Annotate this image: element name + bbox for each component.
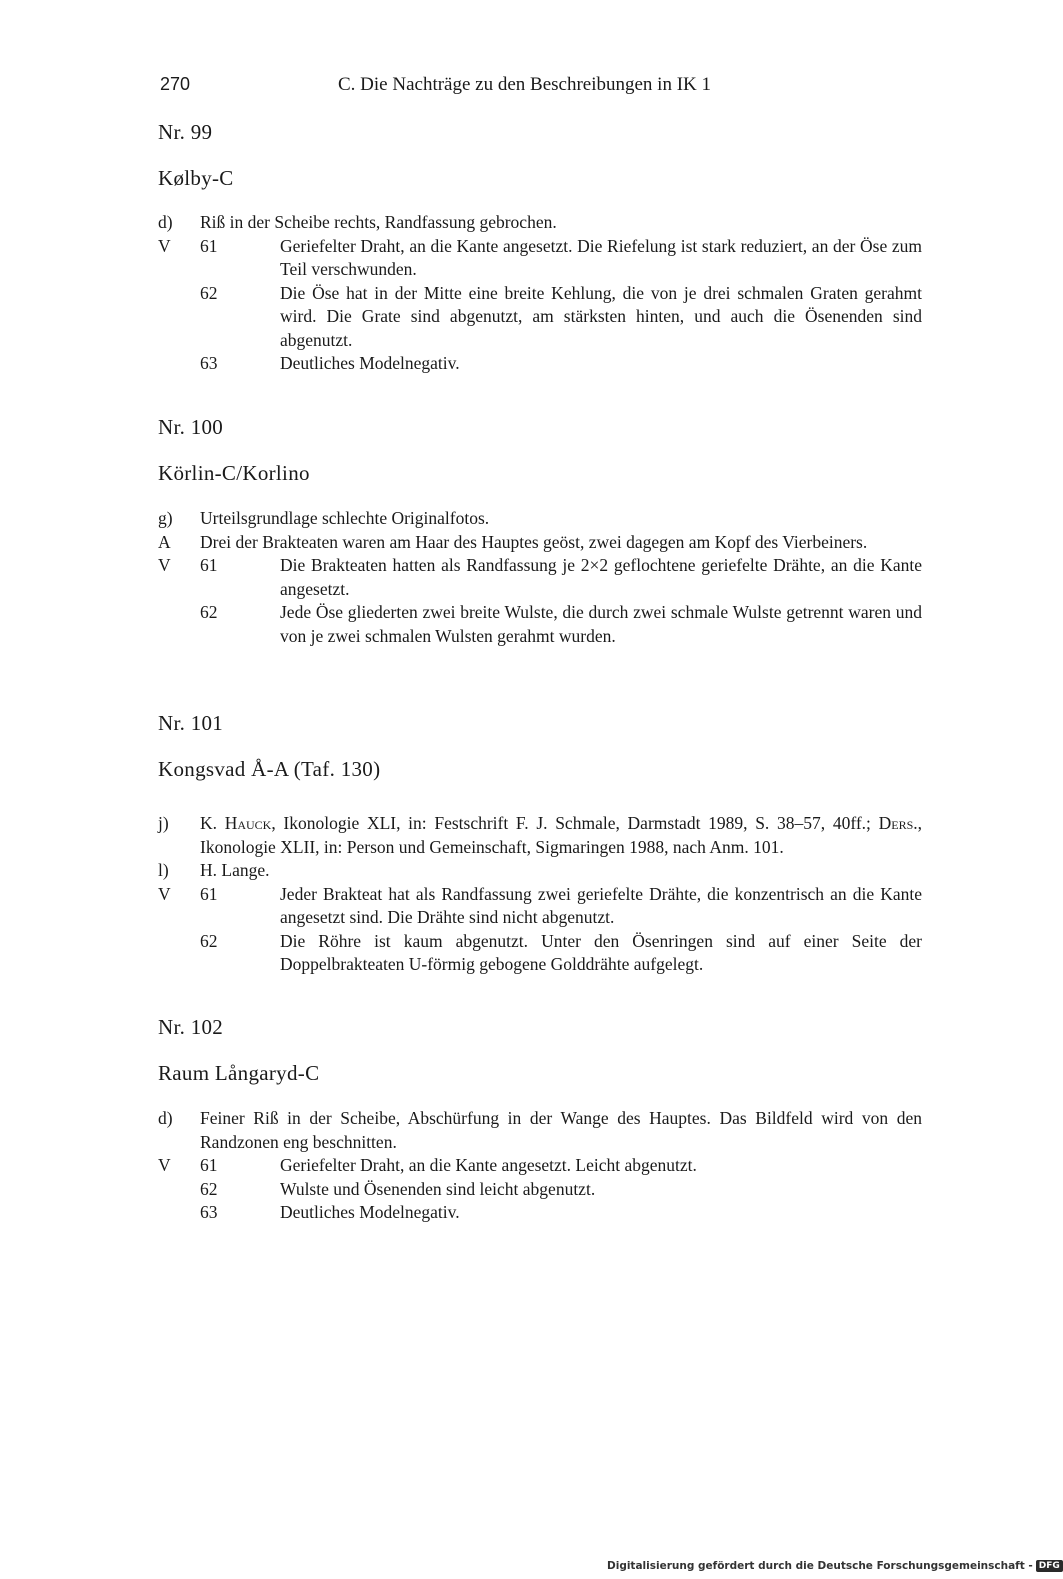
entry-row: [158, 930, 922, 977]
entry-mark: d): [158, 1108, 173, 1128]
entry-text: Die Brakteaten hatten als Randfassung je 2×2 geflochtene geriefelte Drähte, an die Kante angesetzt.: [280, 555, 922, 599]
entry-row: [158, 883, 922, 930]
entry-text: Deutliches Modelnegativ.: [280, 353, 460, 373]
entry-mark: g): [158, 508, 173, 528]
footer-text: Digitalisierung gefördert durch die Deutsche Forschungsgemeinschaft -: [607, 1560, 1033, 1572]
citation-text: , Ikonologie XLI, in: Festschrift F. J. Schmale, Darmstadt 1989, S. 38–57, 40ff.;: [271, 813, 871, 833]
entry-mark: V: [158, 883, 171, 904]
entry-list: [158, 507, 922, 648]
entry-number: 63: [200, 1202, 218, 1222]
entry-row: [158, 1178, 922, 1202]
section-title: Körlin-C/Korlino: [158, 461, 310, 485]
section-number: Nr. 101: [158, 711, 224, 735]
entry-text: Die Öse hat in der Mitte eine breite Kehlung, die von je drei schmalen Graten gerahmt wird. Die Grate sind abgenutzt, am stärksten hinten, und auch die Ösenenden sind abgenutzt.: [280, 282, 922, 350]
entry-list: [158, 1107, 922, 1225]
entry-text: Riß in der Scheibe rechts, Randfassung gebrochen.: [200, 212, 557, 232]
entry-mark: V: [158, 235, 171, 256]
entry-text: Feiner Riß in der Scheibe, Abschürfung in der Wange des Hauptes. Das Bildfeld wird von den Randzonen eng beschnitten.: [200, 1108, 922, 1152]
entry-row: [158, 211, 922, 235]
entry-mark: [158, 352, 200, 376]
entry-row: [158, 282, 922, 353]
section-number: Nr. 100: [158, 415, 224, 439]
section-title: Kølby-C: [158, 166, 234, 190]
entry-row: [158, 1201, 922, 1225]
running-head: C. Die Nachträge zu den Beschreibungen in IK 1: [338, 74, 712, 95]
entry-mark: d): [158, 212, 173, 232]
entry-mark: [158, 930, 200, 977]
entry-number: 63: [200, 353, 218, 373]
author-name: Ders.: [878, 813, 918, 833]
entry-number: 62: [200, 282, 218, 303]
entry-list: [158, 812, 922, 977]
entry-number: 61: [200, 555, 218, 575]
page-number: 270: [160, 74, 191, 94]
section-number: Nr. 102: [158, 1015, 224, 1039]
entry-mark: [158, 282, 200, 353]
entry-number: 62: [200, 930, 218, 951]
entry-row: [158, 507, 922, 531]
entry-text: Deutliches Modelnegativ.: [280, 1202, 460, 1222]
citation-text: , Ikonologie XLII, in: Person und Gemeinschaft, Sigmaringen 1988, nach Anm. 101.: [200, 813, 923, 857]
entry-mark: V: [158, 1155, 171, 1175]
entry-text: Die Röhre ist kaum abgenutzt. Unter den Ösenringen sind auf einer Seite der Doppelbrakteaten U-förmig gebogene Golddrähte aufgelegt.: [280, 930, 922, 974]
entry-text: H. Lange.: [200, 860, 270, 880]
entry-mark: V: [158, 555, 171, 575]
entry-row: [158, 859, 922, 883]
dfg-logo: DFG: [1036, 1560, 1063, 1572]
entry-mark: [158, 601, 200, 648]
entry-row: [158, 1107, 922, 1154]
section-number: Nr. 99: [158, 120, 213, 144]
author-name: K. Hauck: [200, 813, 272, 833]
entry-mark: [158, 1201, 200, 1225]
entry-list: [158, 211, 922, 376]
entry-text: Drei der Brakteaten waren am Haar des Hauptes geöst, zwei dagegen am Kopf des Vierbeiners.: [200, 531, 868, 552]
section-title: Raum Långaryd-C: [158, 1061, 320, 1085]
entry-text: Urteilsgrundlage schlechte Originalfotos.: [200, 508, 490, 528]
entry-row: [158, 235, 922, 282]
entry-text: [200, 812, 922, 859]
section-title: Kongsvad Å-A (Taf. 130): [158, 757, 381, 781]
entry-text: Geriefelter Draht, an die Kante angesetzt. Leicht abgenutzt.: [280, 1155, 697, 1175]
digitization-footer: [607, 1560, 1063, 1572]
entry-row: [158, 1154, 922, 1178]
entry-row: [158, 812, 922, 859]
entry-number: 61: [200, 1155, 218, 1175]
entry-row: [158, 601, 922, 648]
entry-text: Wulste und Ösenenden sind leicht abgenutzt.: [280, 1178, 596, 1199]
entry-number: 62: [200, 1178, 218, 1199]
entry-row: [158, 554, 922, 601]
entry-text: Geriefelter Draht, an die Kante angesetzt. Die Riefelung ist stark reduziert, an der Öse zum Teil verschwunden.: [280, 235, 922, 279]
entry-row: [158, 352, 922, 376]
page-header: [160, 74, 920, 104]
entry-row: [158, 531, 922, 555]
entry-number: 61: [200, 883, 218, 904]
entry-mark: A: [158, 531, 171, 552]
entry-mark: [158, 1178, 200, 1202]
entry-number: 62: [200, 602, 218, 622]
entry-number: 61: [200, 235, 218, 256]
entry-text: Jeder Brakteat hat als Randfassung zwei geriefelte Drähte, die konzentrisch an die Kante angesetzt sind. Die Drähte sind nicht abgenutzt.: [280, 883, 922, 927]
entry-text: Jede Öse gliederten zwei breite Wulste, die durch zwei schmale Wulste getrennt waren und von je zwei schmalen Wulsten gerahmt wurden.: [280, 602, 922, 646]
entry-mark: l): [158, 860, 169, 880]
entry-mark: j): [158, 813, 169, 833]
